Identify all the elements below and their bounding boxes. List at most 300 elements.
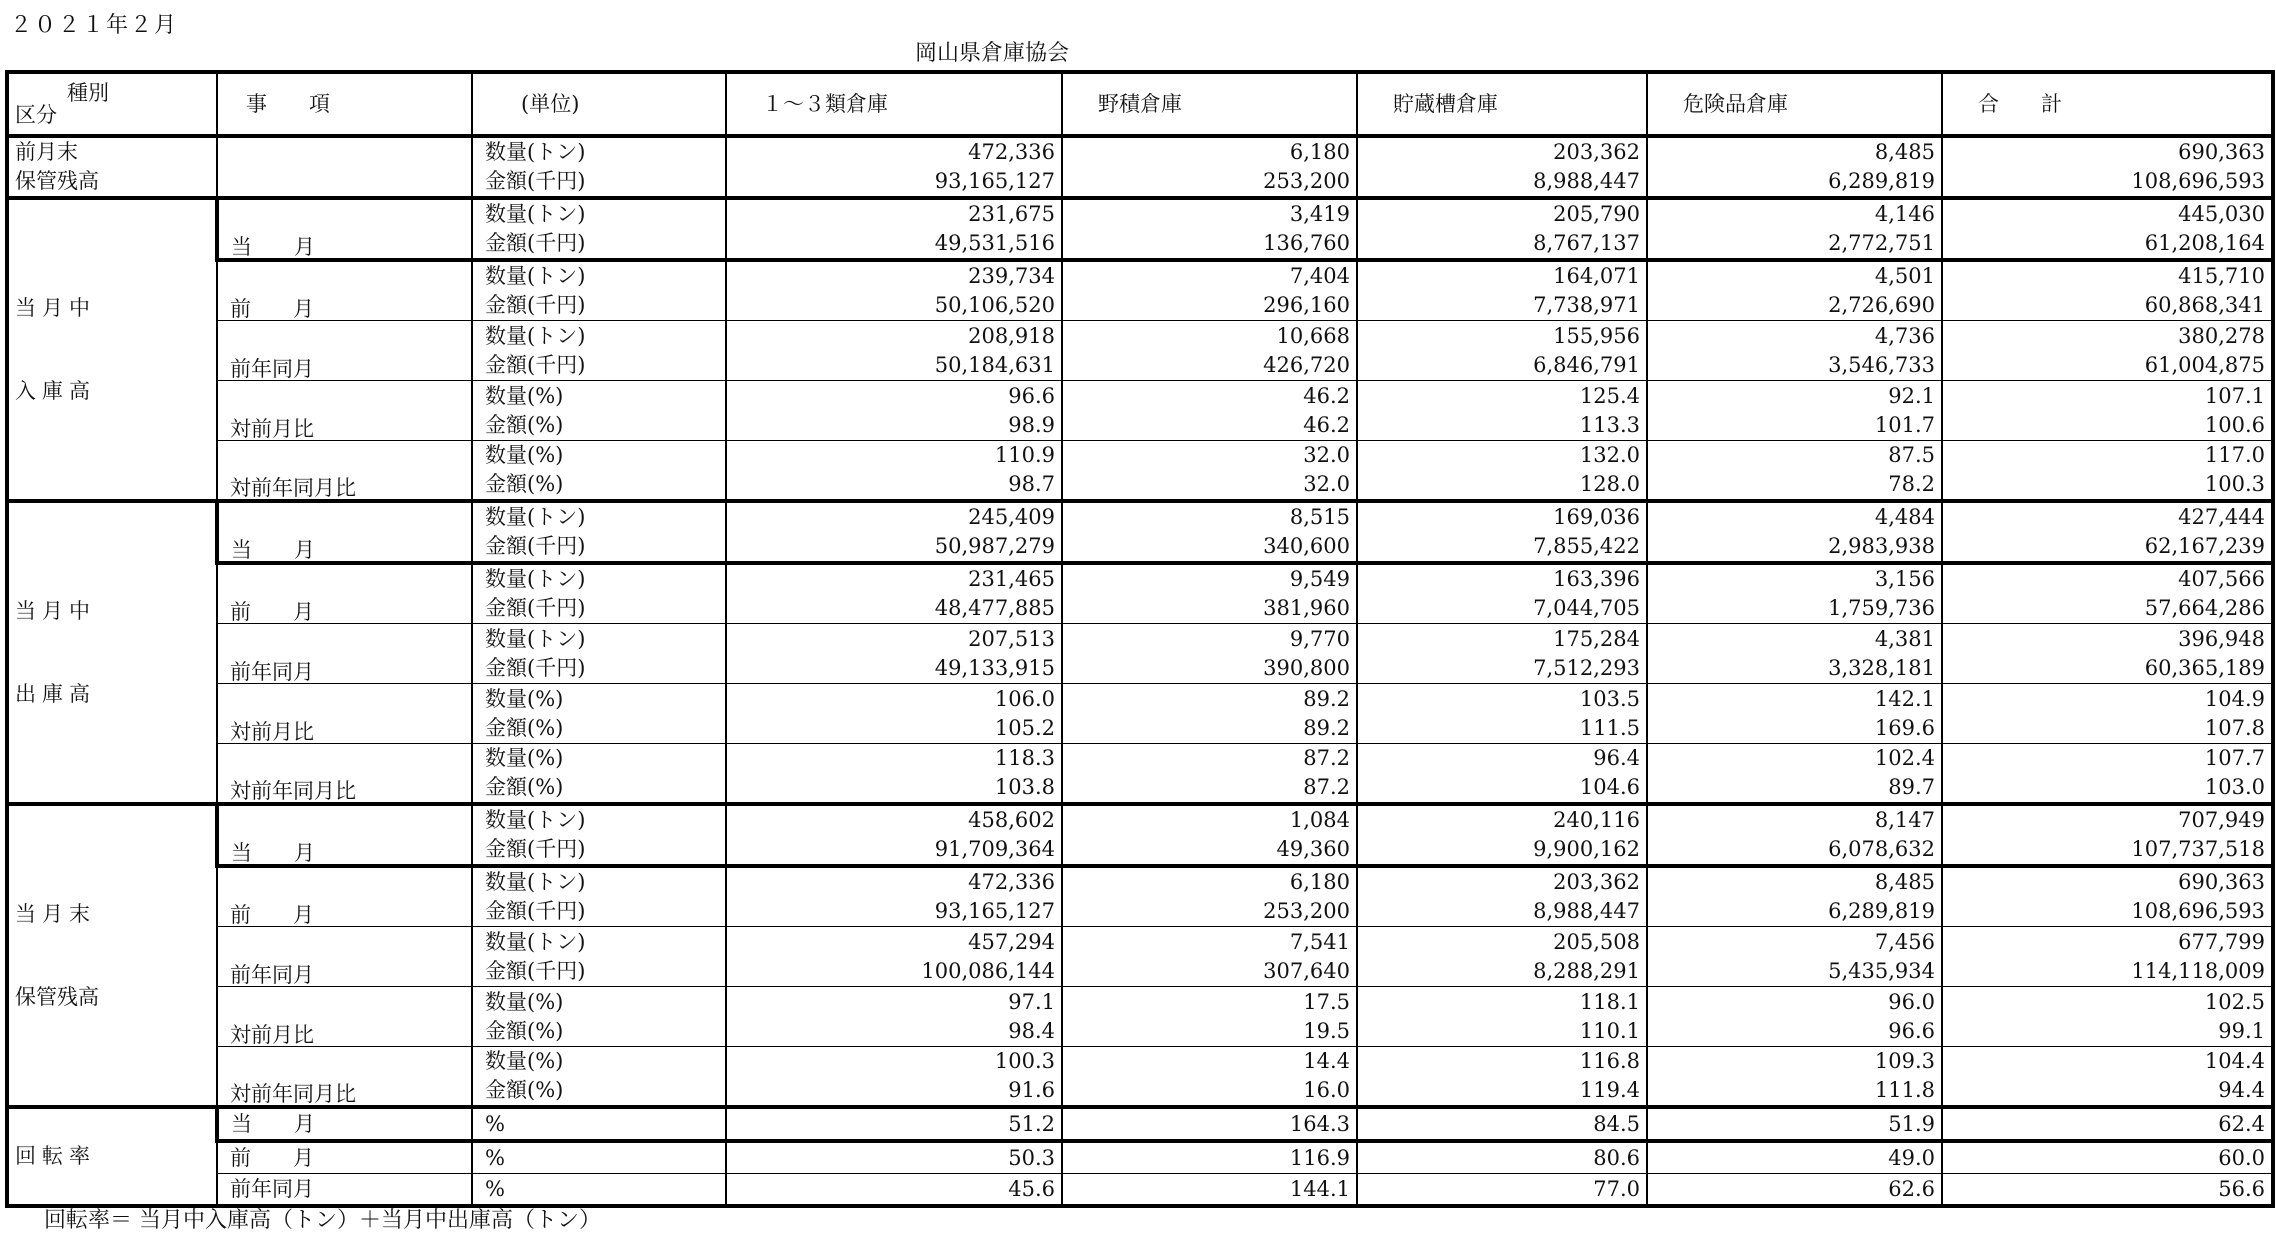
unit-qty: 数量(%) xyxy=(485,1049,564,1073)
value-qty: 245,409 xyxy=(968,505,1055,529)
kubun-line2: 出庫高 xyxy=(15,681,96,706)
value-cell xyxy=(1647,501,1942,563)
kubun-line1: 前月末 xyxy=(15,140,78,164)
value-cell xyxy=(726,381,1062,441)
value-amount: 136,760 xyxy=(1263,231,1350,255)
value-cell xyxy=(1357,987,1647,1047)
value-cell xyxy=(1942,136,2273,198)
value-qty: 4,736 xyxy=(1874,323,1935,348)
value-cell xyxy=(1647,563,1942,624)
value-cell xyxy=(1942,987,2273,1047)
unit-qty: 数量(トン) xyxy=(485,323,586,348)
value-amount: 46.2 xyxy=(1303,412,1350,437)
value-amount: 6,289,819 xyxy=(1828,899,1935,923)
value-amount: 390,800 xyxy=(1263,655,1350,680)
value-amount: 49,531,516 xyxy=(934,231,1055,255)
header-kubun xyxy=(7,72,217,136)
value-amount: 62,167,239 xyxy=(2144,534,2265,558)
value-qty: 8,515 xyxy=(1289,505,1350,529)
value-qty: 118.1 xyxy=(1579,989,1640,1014)
value-qty: 396,948 xyxy=(2178,626,2265,651)
value-cell xyxy=(1357,136,1647,198)
value-amount: 98.7 xyxy=(1008,472,1055,496)
row-zandaka-3 xyxy=(7,987,2273,1047)
value-amount: 3,546,733 xyxy=(1828,352,1935,377)
value-cell: 49.0 xyxy=(1647,1141,1942,1174)
value-cell xyxy=(726,987,1062,1047)
value-cell xyxy=(1942,563,2273,624)
value-cell xyxy=(726,321,1062,381)
value-qty: 163,396 xyxy=(1553,567,1640,591)
value-amount: 6,846,791 xyxy=(1533,352,1640,377)
turnover-note: 回転率＝ 当月中入庫高（トン）＋当月中出庫高（トン） xyxy=(44,1208,601,1233)
value-amount: 169.6 xyxy=(1874,715,1935,740)
value-qty: 117.0 xyxy=(2204,443,2265,467)
unit-qty: 数量(トン) xyxy=(485,870,586,894)
value-amount: 111.5 xyxy=(1579,715,1640,740)
row-nyuko-2 xyxy=(7,321,2273,381)
value-qty: 203,362 xyxy=(1553,870,1640,894)
unit-qty: 数量(トン) xyxy=(485,505,586,529)
value-qty: 103.5 xyxy=(1579,686,1640,711)
value-qty: 46.2 xyxy=(1303,383,1350,408)
value-qty: 205,508 xyxy=(1553,929,1640,954)
value-cell xyxy=(1357,624,1647,684)
value-qty: 96.0 xyxy=(1888,989,1935,1014)
value-qty: 104.9 xyxy=(2204,686,2265,711)
value-cell xyxy=(1357,501,1647,563)
jiko-1: 前 月 xyxy=(217,1141,472,1174)
unit-qty: 数量(トン) xyxy=(485,202,586,226)
value-cell xyxy=(1647,1047,1942,1108)
kubun-line1: 当月中 xyxy=(15,296,96,321)
value-amount: 91.6 xyxy=(1008,1078,1055,1102)
value-qty: 87.5 xyxy=(1888,443,1935,467)
value-cell: 45.6 xyxy=(726,1174,1062,1207)
value-cell: 144.1 xyxy=(1062,1174,1357,1207)
unit-qty: 数量(トン) xyxy=(485,626,586,651)
value-cell: 116.9 xyxy=(1062,1141,1357,1174)
value-cell xyxy=(726,744,1062,805)
unit-pct: % xyxy=(472,1141,726,1174)
value-qty: 6,180 xyxy=(1289,140,1350,164)
value-cell: 84.5 xyxy=(1357,1107,1647,1141)
value-qty: 92.1 xyxy=(1888,383,1935,408)
value-qty: 118.3 xyxy=(994,746,1055,770)
row-shukko-1 xyxy=(7,563,2273,624)
value-qty: 407,566 xyxy=(2178,567,2265,591)
value-cell xyxy=(1062,501,1357,563)
unit-cell xyxy=(472,260,726,321)
value-qty: 142.1 xyxy=(1874,686,1935,711)
jiko-2: 前年同月 xyxy=(217,927,472,987)
unit-amount: 金額(千円) xyxy=(485,352,586,377)
value-amount: 60,365,189 xyxy=(2144,655,2265,680)
value-qty: 175,284 xyxy=(1553,626,1640,651)
organization-name: 岡山県倉庫協会 xyxy=(915,41,1070,66)
value-qty: 4,381 xyxy=(1874,626,1935,651)
value-amount: 5,435,934 xyxy=(1828,958,1935,983)
value-amount: 94.4 xyxy=(2218,1078,2265,1102)
unit-qty: 数量(トン) xyxy=(485,929,586,954)
kubun-prev-balance xyxy=(7,136,217,198)
value-amount: 381,960 xyxy=(1263,596,1350,620)
value-amount: 100,086,144 xyxy=(921,958,1055,983)
value-cell xyxy=(1942,501,2273,563)
value-cell xyxy=(726,198,1062,260)
value-amount: 50,184,631 xyxy=(934,352,1055,377)
value-cell xyxy=(726,441,1062,502)
value-cell xyxy=(1647,624,1942,684)
value-amount: 98.9 xyxy=(1008,412,1055,437)
value-cell: 80.6 xyxy=(1357,1141,1647,1174)
value-cell xyxy=(1062,684,1357,744)
value-cell xyxy=(1062,744,1357,805)
value-qty: 14.4 xyxy=(1303,1049,1350,1073)
value-amount: 87.2 xyxy=(1303,775,1350,799)
unit-cell xyxy=(472,987,726,1047)
value-cell xyxy=(726,684,1062,744)
value-amount: 100.6 xyxy=(2204,412,2265,437)
value-qty: 164,071 xyxy=(1553,264,1640,288)
value-qty: 472,336 xyxy=(968,140,1055,164)
kubun-zandaka xyxy=(7,804,217,1107)
value-amount: 50,106,520 xyxy=(934,293,1055,317)
value-qty: 107.1 xyxy=(2204,383,2265,408)
value-cell xyxy=(1942,804,2273,866)
value-cell xyxy=(726,501,1062,563)
value-amount: 99.1 xyxy=(2218,1018,2265,1043)
unit-amount: 金額(千円) xyxy=(485,231,586,255)
value-qty: 7,456 xyxy=(1874,929,1935,954)
value-qty: 9,549 xyxy=(1289,567,1350,591)
row-nyuko-0 xyxy=(7,198,2273,260)
value-cell xyxy=(1942,684,2273,744)
value-qty: 3,419 xyxy=(1289,202,1350,226)
value-qty: 6,180 xyxy=(1289,870,1350,894)
value-qty: 104.4 xyxy=(2204,1049,2265,1073)
header-jiko: 事 項 xyxy=(217,72,472,136)
header-c1: １～３類倉庫 xyxy=(726,72,1062,136)
value-amount: 19.5 xyxy=(1303,1018,1350,1043)
value-amount: 111.8 xyxy=(1874,1078,1935,1102)
value-amount: 105.2 xyxy=(994,715,1055,740)
unit-cell xyxy=(472,198,726,260)
unit-cell xyxy=(472,804,726,866)
value-amount: 426,720 xyxy=(1263,352,1350,377)
jiko-1: 前 月 xyxy=(217,563,472,624)
value-cell xyxy=(1357,260,1647,321)
unit-pct: % xyxy=(472,1174,726,1207)
value-qty: 380,278 xyxy=(2178,323,2265,348)
value-qty: 415,710 xyxy=(2178,264,2265,288)
value-cell xyxy=(1942,260,2273,321)
value-amount: 340,600 xyxy=(1263,534,1350,558)
unit-amount: 金額(千円) xyxy=(485,169,586,193)
value-amount: 296,160 xyxy=(1263,293,1350,317)
unit-amount: 金額(千円) xyxy=(485,534,586,558)
value-amount: 100.3 xyxy=(2204,472,2265,496)
value-cell xyxy=(1647,744,1942,805)
value-amount: 2,726,690 xyxy=(1828,293,1935,317)
value-cell xyxy=(1647,260,1942,321)
value-cell xyxy=(1647,804,1942,866)
row-kaiten-2 xyxy=(7,1174,2273,1207)
value-amount: 93,165,127 xyxy=(934,899,1055,923)
unit-cell xyxy=(472,441,726,502)
value-qty: 7,541 xyxy=(1289,929,1350,954)
header-c3: 貯蔵槽倉庫 xyxy=(1357,72,1647,136)
value-amount: 89.7 xyxy=(1888,775,1935,799)
value-amount: 48,477,885 xyxy=(934,596,1055,620)
value-cell xyxy=(1062,381,1357,441)
value-cell: 62.4 xyxy=(1942,1107,2273,1141)
value-qty: 10,668 xyxy=(1276,323,1350,348)
value-cell xyxy=(1062,1047,1357,1108)
value-qty: 457,294 xyxy=(968,929,1055,954)
kubun-line2: 保管残高 xyxy=(15,984,99,1009)
row-shukko-4 xyxy=(7,744,2273,805)
unit-cell xyxy=(472,1047,726,1108)
jiko-0: 当 月 xyxy=(217,804,472,866)
unit-cell xyxy=(472,136,726,198)
row-zandaka-1 xyxy=(7,866,2273,927)
value-qty: 8,485 xyxy=(1874,870,1935,894)
value-qty: 106.0 xyxy=(994,686,1055,711)
unit-cell xyxy=(472,927,726,987)
value-qty: 87.2 xyxy=(1303,746,1350,770)
value-amount: 103.0 xyxy=(2204,775,2265,799)
value-cell xyxy=(1062,321,1357,381)
value-cell xyxy=(1357,866,1647,927)
value-qty: 109.3 xyxy=(1874,1049,1935,1073)
value-cell xyxy=(726,260,1062,321)
header-kubun-top: 種別 xyxy=(67,80,109,105)
unit-cell xyxy=(472,866,726,927)
value-amount: 108,696,593 xyxy=(2131,899,2265,923)
value-cell xyxy=(1647,381,1942,441)
unit-qty: 数量(%) xyxy=(485,443,564,467)
value-amount: 91,709,364 xyxy=(934,837,1055,861)
kubun-line2: 入庫高 xyxy=(15,378,96,403)
header-c2: 野積倉庫 xyxy=(1062,72,1357,136)
value-amount: 93,165,127 xyxy=(934,169,1055,193)
value-qty: 9,770 xyxy=(1289,626,1350,651)
row-nyuko-4 xyxy=(7,441,2273,502)
value-amount: 61,004,875 xyxy=(2144,352,2265,377)
value-qty: 102.4 xyxy=(1874,746,1935,770)
value-cell xyxy=(726,136,1062,198)
value-cell xyxy=(1647,987,1942,1047)
value-amount: 60,868,341 xyxy=(2144,293,2265,317)
value-amount: 6,078,632 xyxy=(1828,837,1935,861)
value-cell xyxy=(1357,744,1647,805)
jiko-1: 前 月 xyxy=(217,260,472,321)
value-amount: 113.3 xyxy=(1579,412,1640,437)
value-cell xyxy=(1647,198,1942,260)
unit-cell xyxy=(472,563,726,624)
value-cell xyxy=(1942,1047,2273,1108)
unit-amount: 金額(千円) xyxy=(485,958,586,983)
jiko-0: 当 月 xyxy=(217,1107,472,1141)
header-kubun-bottom: 区分 xyxy=(15,103,57,127)
value-amount: 2,983,938 xyxy=(1828,534,1935,558)
row-zandaka-4 xyxy=(7,1047,2273,1108)
value-amount: 1,759,736 xyxy=(1828,596,1935,620)
value-amount: 57,664,286 xyxy=(2144,596,2265,620)
value-cell xyxy=(726,563,1062,624)
value-cell: 60.0 xyxy=(1942,1141,2273,1174)
value-qty: 107.7 xyxy=(2204,746,2265,770)
unit-cell xyxy=(472,684,726,744)
row-zandaka-2 xyxy=(7,927,2273,987)
value-cell xyxy=(1942,744,2273,805)
value-qty: 97.1 xyxy=(1008,989,1055,1014)
jiko-3: 対前月比 xyxy=(217,987,472,1047)
value-qty: 707,949 xyxy=(2178,808,2265,832)
value-qty: 8,147 xyxy=(1874,808,1935,832)
value-qty: 125.4 xyxy=(1579,383,1640,408)
value-cell xyxy=(1942,927,2273,987)
jiko-3: 対前月比 xyxy=(217,684,472,744)
value-amount: 89.2 xyxy=(1303,715,1350,740)
value-qty: 690,363 xyxy=(2178,140,2265,164)
value-cell xyxy=(1647,136,1942,198)
value-amount: 253,200 xyxy=(1263,899,1350,923)
value-amount: 107.8 xyxy=(2204,715,2265,740)
value-cell xyxy=(1357,441,1647,502)
unit-cell xyxy=(472,381,726,441)
kubun-shukko xyxy=(7,501,217,804)
value-qty: 169,036 xyxy=(1553,505,1640,529)
value-cell xyxy=(1942,866,2273,927)
jiko-2: 前年同月 xyxy=(217,1174,472,1207)
value-qty: 4,484 xyxy=(1874,505,1935,529)
row-shukko-2 xyxy=(7,624,2273,684)
value-cell xyxy=(1357,381,1647,441)
jiko-2: 前年同月 xyxy=(217,624,472,684)
value-qty: 116.8 xyxy=(1579,1049,1640,1073)
value-qty: 96.6 xyxy=(1008,383,1055,408)
value-qty: 32.0 xyxy=(1303,443,1350,467)
value-cell xyxy=(1357,804,1647,866)
value-cell xyxy=(726,1047,1062,1108)
value-qty: 427,444 xyxy=(2178,505,2265,529)
value-qty: 231,465 xyxy=(968,567,1055,591)
unit-amount: 金額(千円) xyxy=(485,655,586,680)
unit-amount: 金額(千円) xyxy=(485,596,586,620)
value-amount: 8,988,447 xyxy=(1533,169,1640,193)
unit-qty: 数量(トン) xyxy=(485,567,586,591)
value-qty: 690,363 xyxy=(2178,870,2265,894)
value-amount: 8,767,137 xyxy=(1533,231,1640,255)
unit-amount: 金額(千円) xyxy=(485,293,586,317)
value-qty: 17.5 xyxy=(1303,989,1350,1014)
value-amount: 98.4 xyxy=(1008,1018,1055,1043)
value-qty: 208,918 xyxy=(968,323,1055,348)
value-cell: 77.0 xyxy=(1357,1174,1647,1207)
unit-amount: 金額(%) xyxy=(485,412,564,437)
value-amount: 78.2 xyxy=(1888,472,1935,496)
unit-qty: 数量(%) xyxy=(485,686,564,711)
unit-qty: 数量(トン) xyxy=(485,140,586,164)
unit-qty: 数量(トン) xyxy=(485,264,586,288)
value-qty: 4,501 xyxy=(1874,264,1935,288)
value-amount: 307,640 xyxy=(1263,958,1350,983)
value-cell xyxy=(1062,624,1357,684)
value-amount: 61,208,164 xyxy=(2144,231,2265,255)
kubun-nyuko xyxy=(7,198,217,501)
value-qty: 207,513 xyxy=(968,626,1055,651)
value-qty: 3,156 xyxy=(1874,567,1935,591)
value-amount: 104.6 xyxy=(1579,775,1640,799)
value-cell xyxy=(1357,321,1647,381)
value-qty: 8,485 xyxy=(1874,140,1935,164)
value-amount: 7,044,705 xyxy=(1533,596,1640,620)
row-nyuko-3 xyxy=(7,381,2273,441)
value-cell xyxy=(1062,441,1357,502)
unit-amount: 金額(%) xyxy=(485,472,564,496)
row-prev-balance xyxy=(7,136,2273,198)
unit-qty: 数量(%) xyxy=(485,383,564,408)
jiko-0: 当 月 xyxy=(217,501,472,563)
jiko-4: 対前年同月比 xyxy=(217,1047,472,1108)
value-cell xyxy=(1357,684,1647,744)
value-amount: 128.0 xyxy=(1579,472,1640,496)
value-cell xyxy=(1062,804,1357,866)
jiko-empty xyxy=(217,136,472,198)
unit-cell xyxy=(472,321,726,381)
value-cell xyxy=(1942,381,2273,441)
value-amount: 7,855,422 xyxy=(1533,534,1640,558)
value-qty: 231,675 xyxy=(968,202,1055,226)
value-cell xyxy=(1062,563,1357,624)
jiko-4: 対前年同月比 xyxy=(217,441,472,502)
unit-qty: 数量(トン) xyxy=(485,808,586,832)
value-qty: 7,404 xyxy=(1289,264,1350,288)
header-c5: 合 計 xyxy=(1942,72,2273,136)
value-amount: 108,696,593 xyxy=(2131,169,2265,193)
kubun-line1: 当月末 xyxy=(15,902,96,927)
kubun-kaiten: 回転率 xyxy=(7,1107,217,1206)
unit-amount: 金額(%) xyxy=(485,775,564,799)
value-amount: 103.8 xyxy=(994,775,1055,799)
value-amount: 7,512,293 xyxy=(1533,655,1640,680)
value-amount: 2,772,751 xyxy=(1828,231,1935,255)
value-cell: 56.6 xyxy=(1942,1174,2273,1207)
value-cell xyxy=(1062,927,1357,987)
unit-cell xyxy=(472,501,726,563)
value-cell xyxy=(1647,441,1942,502)
value-cell xyxy=(1942,198,2273,260)
row-shukko-3 xyxy=(7,684,2273,744)
value-cell xyxy=(1357,563,1647,624)
kubun-line2: 保管残高 xyxy=(15,169,99,193)
value-cell: 50.3 xyxy=(726,1141,1062,1174)
value-cell xyxy=(726,804,1062,866)
value-qty: 677,799 xyxy=(2178,929,2265,954)
value-cell xyxy=(726,866,1062,927)
unit-amount: 金額(%) xyxy=(485,1078,564,1102)
jiko-4: 対前年同月比 xyxy=(217,744,472,805)
value-amount: 107,737,518 xyxy=(2131,837,2265,861)
value-cell xyxy=(1062,260,1357,321)
warehouse-stats-table xyxy=(5,70,2275,1208)
value-amount: 49,133,915 xyxy=(934,655,1055,680)
header-row xyxy=(7,72,2273,136)
value-amount: 16.0 xyxy=(1303,1078,1350,1102)
row-kaiten-0 xyxy=(7,1107,2273,1141)
